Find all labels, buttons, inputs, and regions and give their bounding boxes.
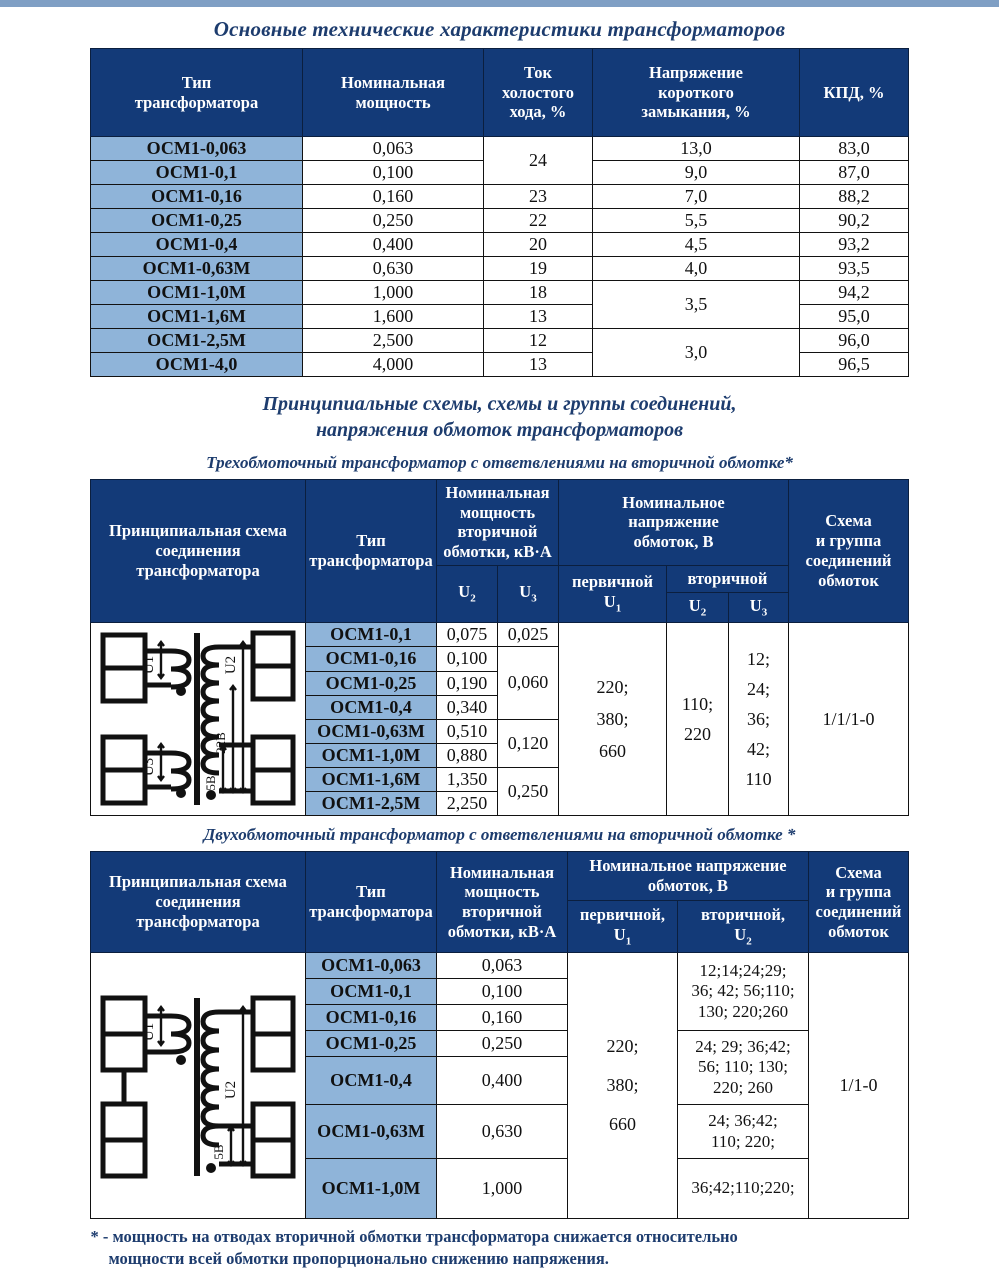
- th-line: соединения: [155, 541, 241, 561]
- table2-header-row-1: [91, 479, 909, 565]
- th-line: мощность: [355, 92, 431, 112]
- th-line: первичной,: [579, 904, 666, 924]
- cell-rated-power: 0,100: [303, 161, 484, 185]
- cell-power-u3: 0,060: [498, 647, 559, 719]
- cell-rated-power: 1,600: [303, 305, 484, 329]
- cell-transformer-type: ОСМ1-1,6М: [91, 305, 303, 329]
- cell-transformer-type: ОСМ1-0,16: [91, 185, 303, 209]
- cell-short-circuit-voltage: 3,0: [593, 329, 800, 377]
- table-row: [91, 281, 909, 305]
- cell-transformer-type: ОСМ1-0,4: [305, 1057, 436, 1105]
- label-u1: U1: [140, 1022, 157, 1041]
- table-row: [90, 953, 908, 979]
- cell-short-circuit-voltage: 7,0: [593, 185, 800, 209]
- th-line: и группа: [825, 882, 892, 902]
- cell-no-load-current: 23: [484, 185, 593, 209]
- th-line: напряжение: [628, 512, 719, 532]
- table-row: [91, 209, 909, 233]
- th-line: обмоток, В: [647, 876, 729, 896]
- th-no-load-current: [484, 49, 593, 137]
- th-line: трансформатора: [309, 902, 433, 922]
- cell-secondary-u3: 12; 24; 36; 42; 110: [729, 623, 789, 816]
- cell-rated-power: 1,000: [303, 281, 484, 305]
- table-row: [91, 233, 909, 257]
- th-line: $U_1$: [613, 924, 632, 947]
- th-secondary-rated-power: [436, 852, 567, 953]
- section-title-line-2: напряжения обмоток трансформаторов: [315, 419, 684, 442]
- cell-short-circuit-voltage: 3,5: [593, 281, 800, 329]
- cell-efficiency: 96,0: [800, 329, 909, 353]
- cell-rated-power: 4,000: [303, 353, 484, 377]
- cell-rated-power: 0,630: [303, 257, 484, 281]
- cell-power-u3: 0,025: [498, 623, 559, 647]
- cell-secondary-power: 0,160: [436, 1005, 567, 1031]
- cell-efficiency: 93,5: [800, 257, 909, 281]
- cell-transformer-type: ОСМ1-0,16: [306, 647, 437, 671]
- cell-connection-group: 1/1/1-0: [789, 623, 909, 816]
- th-secondary-u2: $U_2$: [667, 592, 729, 622]
- footnote-line-1: * - мощность на отводах вторичной обмотки трансформатора снижается относительно: [90, 1227, 738, 1247]
- cell-power-u2: 0,340: [437, 695, 498, 719]
- cell-no-load-current: 13: [484, 305, 593, 329]
- cell-transformer-type: ОСМ1-0,063: [305, 953, 436, 979]
- th-line: обмоток: [818, 570, 879, 590]
- th-line: $U_1$: [603, 592, 622, 615]
- cell-secondary-power: 0,250: [436, 1031, 567, 1057]
- cell-no-load-current: 13: [484, 353, 593, 377]
- cell-transformer-type: ОСМ1-0,4: [306, 695, 437, 719]
- cell-secondary-voltage: 24; 36;42; 110; 220;: [677, 1105, 808, 1159]
- th-line: мощность: [459, 502, 536, 522]
- cell-transformer-type: ОСМ1-0,4: [91, 233, 303, 257]
- th-line: Тип: [356, 882, 386, 902]
- th-line: Номинальная: [445, 482, 550, 502]
- cell-secondary-voltage: 36;42;110;220;: [677, 1159, 808, 1219]
- th-primary-voltage: [567, 900, 677, 952]
- cell-power-u2: 0,100: [437, 647, 498, 671]
- table-row: [91, 137, 909, 161]
- cell-secondary-u2: 110; 220: [667, 623, 729, 816]
- cell-secondary-power: 0,400: [436, 1057, 567, 1105]
- th-line: Принципиальная схема: [109, 872, 287, 892]
- cell-secondary-voltage: 24; 29; 36;42; 56; 110; 130; 220; 260: [677, 1031, 808, 1105]
- th-line: Номинальное: [622, 492, 725, 512]
- cell-schematic-diagram: [90, 953, 305, 1219]
- th-rated-winding-voltage: [567, 852, 808, 901]
- label-u2: U2: [223, 656, 239, 675]
- cell-transformer-type: ОСМ1-1,0М: [306, 743, 437, 767]
- th-line: обмоток: [828, 921, 889, 941]
- th-u3-power: $U_3$: [498, 565, 559, 622]
- label-u3: U3: [141, 758, 157, 777]
- top-accent-bar: [0, 0, 999, 7]
- th-line: соединения: [155, 892, 241, 912]
- cell-efficiency: 93,2: [800, 233, 909, 257]
- footnote: [91, 1226, 909, 1270]
- th-line: Схема: [825, 511, 872, 531]
- th-line: Тип: [356, 531, 386, 551]
- footnote-line-2: мощности всей обмотки пропорционально снижению напряжения.: [108, 1249, 609, 1269]
- th-line: Номинальная: [340, 72, 446, 92]
- cell-efficiency: 90,2: [800, 209, 909, 233]
- cell-power-u3: 0,120: [498, 719, 559, 767]
- cell-transformer-type: ОСМ1-0,25: [91, 209, 303, 233]
- cell-power-u2: 0,880: [437, 743, 498, 767]
- cell-efficiency: 94,2: [800, 281, 909, 305]
- section-title: [0, 391, 999, 444]
- th-line: Номинальная: [449, 862, 555, 882]
- th-secondary-voltage: [677, 900, 808, 952]
- two-winding-table: [90, 851, 909, 1219]
- cell-no-load-current: 20: [484, 233, 593, 257]
- two-winding-schematic: [93, 986, 300, 1186]
- cell-short-circuit-voltage: 4,0: [593, 257, 800, 281]
- table1-body: [91, 137, 909, 377]
- label-5v: 5В: [203, 775, 218, 791]
- table1-header-row: [91, 49, 909, 137]
- th-line: Номинальное напряжение: [589, 856, 787, 876]
- cell-transformer-type: ОСМ1-0,1: [305, 979, 436, 1005]
- cell-transformer-type: ОСМ1-0,25: [306, 671, 437, 695]
- th-line: трансформатора: [136, 560, 260, 580]
- three-winding-table: [90, 479, 909, 816]
- main-specs-table: [90, 48, 909, 377]
- cell-transformer-type: ОСМ1-0,16: [305, 1005, 436, 1031]
- th-short-circuit-voltage: [593, 49, 800, 137]
- th-secondary-rated-power: [437, 479, 559, 565]
- cell-short-circuit-voltage: 9,0: [593, 161, 800, 185]
- th-line: вторичной,: [700, 904, 785, 924]
- cell-power-u2: 0,510: [437, 719, 498, 743]
- th-rated-winding-voltage: [559, 479, 789, 565]
- th-line: соединений: [815, 902, 902, 922]
- th-transformer-type: [306, 479, 437, 622]
- cell-no-load-current: 19: [484, 257, 593, 281]
- th-scheme-diagram: [91, 479, 306, 622]
- th-secondary-voltage: вторичной: [667, 565, 789, 592]
- cell-transformer-type: ОСМ1-0,1: [91, 161, 303, 185]
- th-transformer-type: [305, 852, 436, 953]
- cell-no-load-current: 12: [484, 329, 593, 353]
- cell-transformer-type: ОСМ1-2,5М: [91, 329, 303, 353]
- cell-transformer-type: ОСМ1-1,0М: [305, 1159, 436, 1219]
- cell-transformer-type: ОСМ1-0,63М: [306, 719, 437, 743]
- cell-rated-power: 0,063: [303, 137, 484, 161]
- cell-rated-power: 0,250: [303, 209, 484, 233]
- cell-transformer-type: ОСМ1-1,0М: [91, 281, 303, 305]
- th-primary-voltage: [559, 565, 667, 622]
- page-title: Основные технические характеристики трансформаторов: [213, 17, 786, 41]
- table-row: [91, 329, 909, 353]
- cell-power-u2: 0,190: [437, 671, 498, 695]
- label-u1: U1: [141, 656, 157, 675]
- label-22v: 22В: [213, 732, 228, 755]
- th-line: замыкания, %: [641, 102, 751, 122]
- th-line: хода, %: [509, 102, 567, 122]
- table2-body: [91, 623, 909, 816]
- th-line: Принципиальная схема: [109, 521, 287, 541]
- cell-transformer-type: ОСМ1-0,1: [306, 623, 437, 647]
- th-efficiency: КПД, %: [800, 49, 909, 137]
- cell-power-u2: 1,350: [437, 767, 498, 791]
- th-line: трансформатора: [136, 912, 260, 932]
- cell-transformer-type: ОСМ1-0,25: [305, 1031, 436, 1057]
- th-secondary-u3: $U_3$: [729, 592, 789, 622]
- cell-primary-voltage: 220; 380; 660: [559, 623, 667, 816]
- cell-no-load-current: 24: [484, 137, 593, 185]
- cell-secondary-voltage: 12;14;24;29; 36; 42; 56;110; 130; 220;260: [677, 953, 808, 1031]
- th-line: Напряжение: [649, 62, 743, 82]
- th-line: обмотки, кВ·А: [443, 542, 552, 562]
- th-line: Ток: [523, 62, 553, 82]
- th-line: $U_2$: [734, 924, 752, 947]
- cell-short-circuit-voltage: 4,5: [593, 233, 800, 257]
- label-5v: 5В: [210, 1144, 226, 1160]
- cell-power-u3: 0,250: [498, 767, 559, 815]
- subtitle-three-winding: Трехобмоточный трансформатор с ответвлениями на вторичной обмотке*: [206, 452, 793, 472]
- subtitle-two-winding: Двухобмоточный трансформатор с ответвлениями на вторичной обмотке *: [203, 825, 796, 845]
- label-u2: U2: [222, 1080, 239, 1099]
- cell-no-load-current: 22: [484, 209, 593, 233]
- th-line: и группа: [815, 531, 882, 551]
- section-title-line-1: Принципиальные схемы, схемы и группы соединений,: [262, 393, 737, 415]
- th-line: холостого: [502, 82, 574, 102]
- cell-secondary-power: 0,063: [436, 953, 567, 979]
- th-scheme-diagram: [90, 852, 305, 953]
- cell-no-load-current: 18: [484, 281, 593, 305]
- th-line: Схема: [835, 862, 882, 882]
- th-line: первичной: [572, 572, 653, 592]
- th-line: трансформатора: [134, 92, 259, 112]
- cell-short-circuit-voltage: 13,0: [593, 137, 800, 161]
- cell-transformer-type: ОСМ1-4,0: [91, 353, 303, 377]
- cell-rated-power: 2,500: [303, 329, 484, 353]
- cell-efficiency: 83,0: [800, 137, 909, 161]
- cell-power-u2: 0,075: [437, 623, 498, 647]
- th-line: мощность: [464, 882, 540, 902]
- cell-rated-power: 0,400: [303, 233, 484, 257]
- th-line: трансформатора: [309, 551, 433, 571]
- th-transformer-type: [91, 49, 303, 137]
- table-row: [91, 185, 909, 209]
- cell-short-circuit-voltage: 5,5: [593, 209, 800, 233]
- cell-schematic-diagram: [91, 623, 306, 816]
- th-u2-power: $U_2$: [437, 565, 498, 622]
- th-line: вторичной: [462, 902, 542, 922]
- th-line: вторичной: [457, 522, 538, 542]
- cell-transformer-type: ОСМ1-2,5М: [306, 792, 437, 816]
- table3-body: [90, 953, 908, 1219]
- th-connection-group: [789, 479, 909, 622]
- cell-secondary-power: 0,100: [436, 979, 567, 1005]
- cell-power-u2: 2,250: [437, 792, 498, 816]
- th-line: обмоток, В: [633, 532, 714, 552]
- cell-connection-group: 1/1-0: [809, 953, 909, 1219]
- cell-secondary-power: 1,000: [436, 1159, 567, 1219]
- th-line: обмотки, кВ·А: [447, 921, 557, 941]
- cell-efficiency: 96,5: [800, 353, 909, 377]
- th-connection-group: [809, 852, 909, 953]
- cell-transformer-type: ОСМ1-1,6М: [306, 767, 437, 791]
- th-line: короткого: [658, 82, 734, 102]
- cell-rated-power: 0,160: [303, 185, 484, 209]
- th-line: Тип: [181, 72, 212, 92]
- cell-transformer-type: ОСМ1-0,63М: [91, 257, 303, 281]
- th-rated-power: [303, 49, 484, 137]
- cell-transformer-type: ОСМ1-0,063: [91, 137, 303, 161]
- table3-header-row-1: [90, 852, 908, 901]
- cell-efficiency: 95,0: [800, 305, 909, 329]
- cell-efficiency: 88,2: [800, 185, 909, 209]
- three-winding-schematic: [93, 625, 300, 813]
- table-row: [91, 257, 909, 281]
- cell-efficiency: 87,0: [800, 161, 909, 185]
- cell-transformer-type: ОСМ1-0,63М: [305, 1105, 436, 1159]
- cell-primary-voltage: 220; 380; 660: [567, 953, 677, 1219]
- table-row: [91, 623, 909, 647]
- th-line: соединений: [805, 551, 892, 571]
- cell-secondary-power: 0,630: [436, 1105, 567, 1159]
